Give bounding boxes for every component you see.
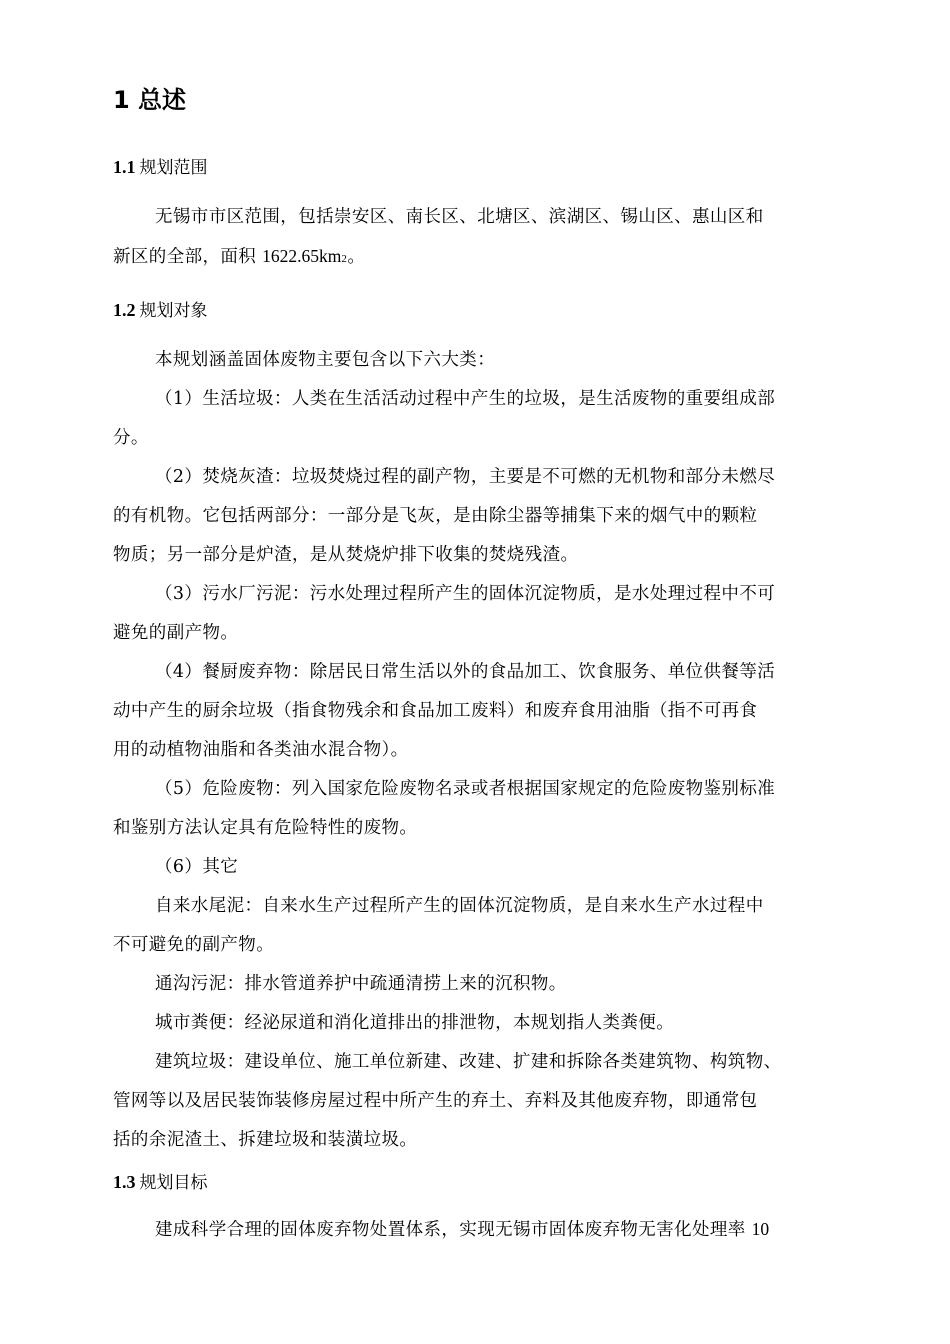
other-4-line-3: 括的余泥渣土、拆建垃圾和装潢垃圾。 [113,1130,418,1150]
scope-period: 。 [347,247,366,267]
area-unit-exponent: 2 [341,253,348,265]
heading-1-1-number: 1.1 [113,157,136,177]
heading-1-2-number: 1.2 [113,300,136,320]
heading-1-1 [113,155,208,180]
item-1-line-2: 分。 [113,428,149,448]
item-1-line-1: （1）生活垃圾：人类在生活活动过程中产生的垃圾，是生活废物的重要组成部 [155,389,776,409]
other-1-line-1: 自来水尾泥：自来水生产过程所产生的固体沉淀物质，是自来水生产水过程中 [155,896,764,916]
goals-paragraph [113,1210,873,1250]
scope-line-1: 无锡市市区范围，包括崇安区、南长区、北塘区、滨湖区、锡山区、惠山区和 [155,207,764,227]
scope-paragraph [113,198,873,279]
goals-rate-value: 10 [751,1219,770,1239]
scope-line-2 [113,237,873,279]
heading-1-3-number: 1.3 [113,1172,136,1192]
item-2-line-1: （2）焚烧灰渣：垃圾焚烧过程的副产物，主要是不可燃的无机物和部分未燃尽 [155,467,776,487]
item-4-line-2: 动中产生的厨余垃圾（指食物残余和食品加工废料）和废弃食用油脂（指不可再食 [113,701,758,721]
heading-1-3 [113,1170,208,1195]
goals-line-1 [113,1210,873,1250]
item-4-line-1: （4）餐厨废弃物：除居民日常生活以外的食品加工、饮食服务、单位供餐等活 [155,662,776,682]
other-1-line-2: 不可避免的副产物。 [113,935,275,955]
item-6: （6）其它 [155,857,239,877]
other-2: 通沟污泥：排水管道养护中疏通清捞上来的沉积物。 [155,974,567,994]
section-title: 1 总述 [113,86,187,114]
other-4-line-2: 管网等以及居民装饰装修房屋过程中所产生的弃土、弃料及其他废弃物，即通常包 [113,1091,758,1111]
other-3: 城市粪便：经泌尿道和消化道排出的排泄物，本规划指人类粪便。 [155,1013,675,1033]
heading-1-3-title: 规划目标 [139,1173,208,1193]
item-4-line-3: 用的动植物油脂和各类油水混合物）。 [113,740,409,760]
item-5-line-2: 和鉴别方法认定具有危险特性的废物。 [113,818,418,838]
scope-text: 新区的全部，面积 [113,247,263,267]
heading-1-2-title: 规划对象 [139,301,208,321]
item-2-line-3: 物质；另一部分是炉渣，是从焚烧炉排下收集的焚烧残渣。 [113,545,579,565]
objects-block [113,341,873,1160]
item-3-line-1: （3）污水厂污泥：污水处理过程所产生的固体沉淀物质，是水处理过程中不可 [155,584,776,604]
heading-1-2 [113,298,208,323]
goals-text: 建成科学合理的固体废弃物处置体系，实现无锡市固体废弃物无害化处理率 [155,1220,752,1240]
area-value: 1622.65km [262,246,342,266]
objects-intro: 本规划涵盖固体废物主要包含以下六大类： [155,350,496,370]
heading-1-1-title: 规划范围 [139,158,208,178]
item-3-line-2: 避免的副产物。 [113,623,239,643]
item-2-line-2: 的有机物。它包括两部分：一部分是飞灰，是由除尘器等捕集下来的烟气中的颗粒 [113,506,758,526]
item-5-line-1: （5）危险废物：列入国家危险废物名录或者根据国家规定的危险废物鉴别标准 [155,779,776,799]
other-4-line-1: 建筑垃圾：建设单位、施工单位新建、改建、扩建和拆除各类建筑物、构筑物、 [155,1052,782,1072]
